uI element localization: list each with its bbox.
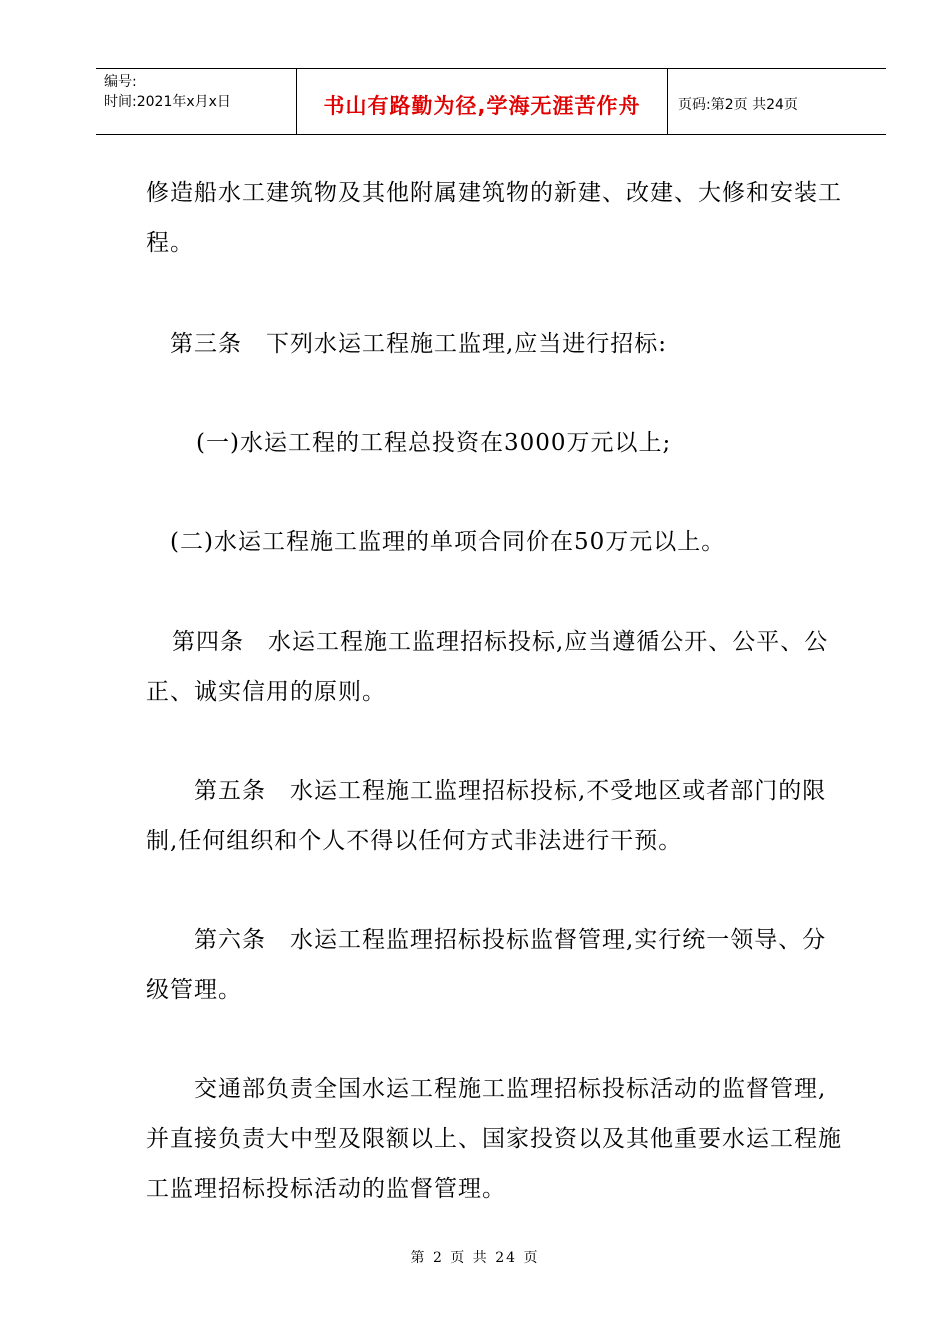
page-code: 页码:第2页 共24页: [678, 97, 798, 113]
paragraph-1: 修造船水工建筑物及其他附属建筑物的新建、改建、大修和安装工程。: [146, 180, 842, 256]
article-4: 第四条 水运工程施工监理招标投标,应当遵循公开、公平、公正、诚实信用的原则。: [146, 629, 829, 705]
header-motto-cell: [297, 69, 668, 134]
header-meta: [96, 69, 297, 134]
article-6-paragraph-2: 交通部负责全国水运工程施工监理招标投标活动的监督管理,并直接负责大中型及限额以上、国家投资以及其他重要水运工程施工监理招标投标活动的监督管理。: [146, 1076, 842, 1202]
article-5: 第五条 水运工程施工监理招标投标,不受地区或者部门的限制,任何组织和个人不得以任何方式非法进行干预。: [146, 778, 827, 854]
header-page-code-cell: [668, 69, 886, 134]
page-footer: 第 2 页 共 24 页: [410, 1250, 540, 1266]
motto-text: 书山有路勤为径,学海无涯苦作舟: [323, 94, 641, 118]
article-6: 第六条 水运工程监理招标投标监督管理,实行统一领导、分级管理。: [146, 927, 827, 1003]
document-number-label: 编号:: [104, 74, 137, 90]
article-3-item-2: (二)水运工程施工监理的单项合同价在50万元以上。: [170, 529, 726, 555]
article-3: 第三条 下列水运工程施工监理,应当进行招标:: [170, 331, 668, 357]
document-time-label: 时间:2021年x月x日: [104, 94, 231, 110]
article-3-item-1: (一)水运工程的工程总投资在3000万元以上;: [196, 430, 672, 456]
page-header: [96, 68, 886, 135]
